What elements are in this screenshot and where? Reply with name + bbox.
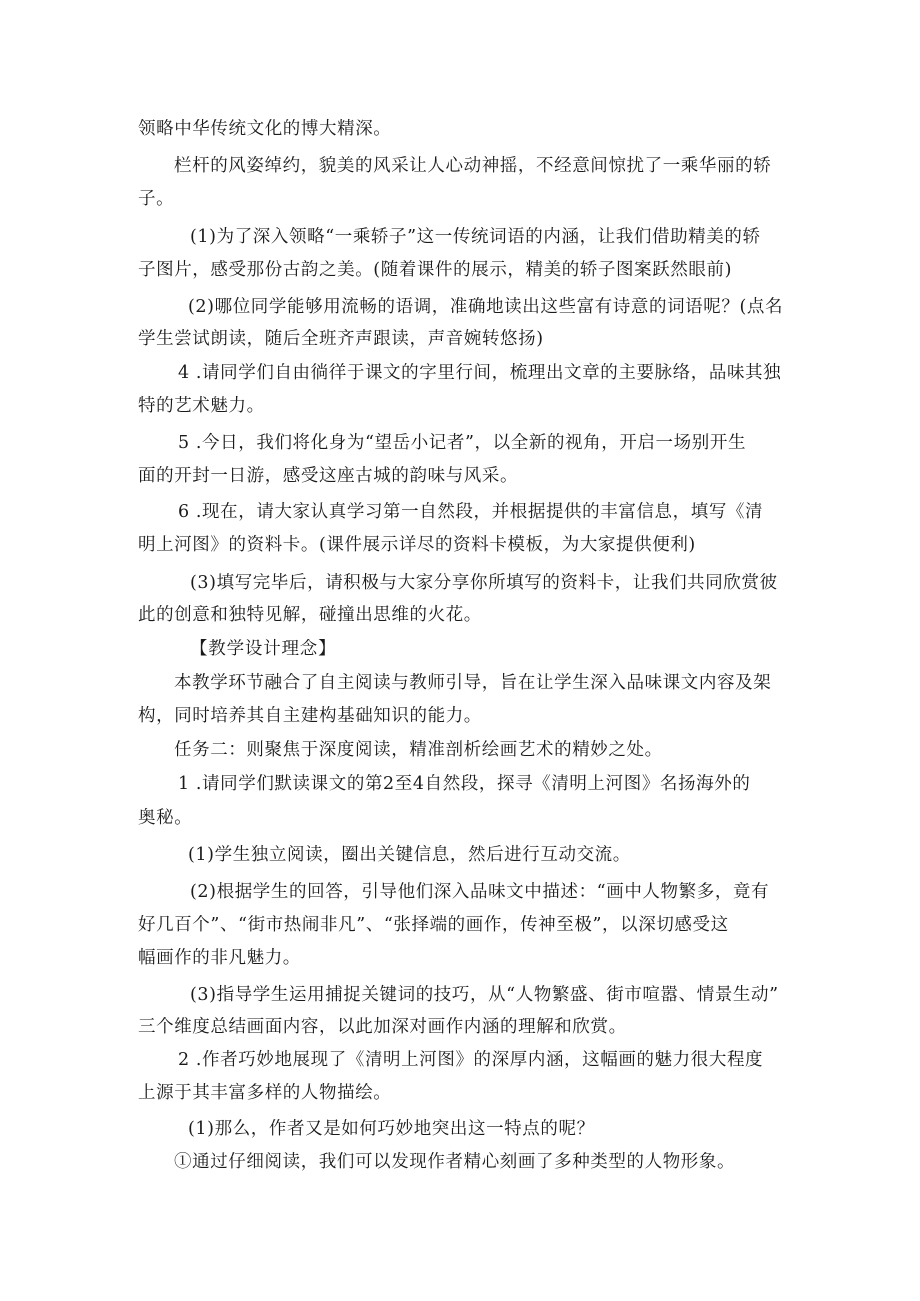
text-line: 明上河图》的资料卡。(课件展示详尽的资料卡模板，为大家提供便利) xyxy=(138,535,696,555)
text-line: 栏杆的风姿绰约，貌美的风采让人心动神摇，不经意间惊扰了一乘华丽的轿 xyxy=(174,156,772,176)
text-line: (3)指导学生运用捕捉关键词的技巧，从“人物繁盛、街市喧嚣、情景生动” xyxy=(190,985,779,1005)
text-line: 1 .请同学们默读课文的第2至4自然段，探寻《清明上河图》名扬海外的 xyxy=(178,774,751,794)
text-line: 6 .现在，请大家认真学习第一自然段，并根据提供的丰富信息，填写《清 xyxy=(178,502,764,522)
text-line: 子。 xyxy=(138,189,175,209)
text-line: 2 .作者巧妙地展现了《清明上河图》的深厚内涵，这幅画的魅力很大程度 xyxy=(178,1050,764,1070)
text-line: (3)填写完毕后，请积极与大家分享你所填写的资料卡，让我们共同欣赏彼 xyxy=(190,573,778,593)
text-line: 5 .今日，我们将化身为“望岳小记者”，以全新的视角，开启一场别开生 xyxy=(178,433,747,453)
text-line: (1)为了深入领略“一乘轿子”这一传统词语的内涵，让我们借助精美的轿 xyxy=(190,227,761,247)
text-line: 构，同时培养其自主建构基础知识的能力。 xyxy=(138,706,482,726)
section-heading: 【教学设计理念】 xyxy=(190,639,337,659)
text-line: 特的艺术魅力。 xyxy=(138,396,265,416)
text-line: (2)根据学生的回答，引导他们深入品味文中描述：“画中人物繁多，竟有 xyxy=(190,882,770,902)
text-line: 领略中华传统文化的博大精深。 xyxy=(138,119,392,139)
text-line: 好几百个”、“街市热闹非凡”、“张择端的画作，传神至极”，以深切感受这 xyxy=(138,915,729,935)
text-line: 本教学环节融合了自主阅读与教师引导，旨在让学生深入品味课文内容及架 xyxy=(174,673,772,693)
text-line: 任务二：则聚焦于深度阅读，精准剖析绘画艺术的精妙之处。 xyxy=(174,740,663,760)
text-line: 4 .请同学们自由徜徉于课文的字里行间，梳理出文章的主要脉络，品味其独 xyxy=(178,363,782,383)
text-line: 三个维度总结画面内容，以此加深对画作内涵的理解和欣赏。 xyxy=(138,1017,627,1037)
text-line: 子图片，感受那份古韵之美。(随着课件的展示，精美的轿子图案跃然眼前) xyxy=(138,260,733,280)
text-line: 学生尝试朗读，随后全班齐声跟读，声音婉转悠扬) xyxy=(138,329,544,349)
text-line: 幅画作的非凡魅力。 xyxy=(138,948,301,968)
text-line: (2)哪位同学能够用流畅的语调，准确地读出这些富有诗意的词语呢？(点名 xyxy=(188,297,784,317)
text-line: 此的创意和独特见解，碰撞出思维的火花。 xyxy=(138,605,482,625)
text-line: (1)那么，作者又是如何巧妙地突出这一特点的呢？ xyxy=(188,1119,595,1139)
text-line: 奥秘。 xyxy=(138,808,193,828)
text-line: 面的开封一日游，感受这座古城的韵味与风采。 xyxy=(138,466,519,486)
text-line: ①通过仔细阅读，我们可以发现作者精心刻画了多种类型的人物形象。 xyxy=(174,1152,736,1172)
text-line: (1)学生独立阅读，圈出关键信息，然后进行互动交流。 xyxy=(188,845,631,865)
text-line: 上源于其丰富多样的人物描绘。 xyxy=(138,1083,392,1103)
